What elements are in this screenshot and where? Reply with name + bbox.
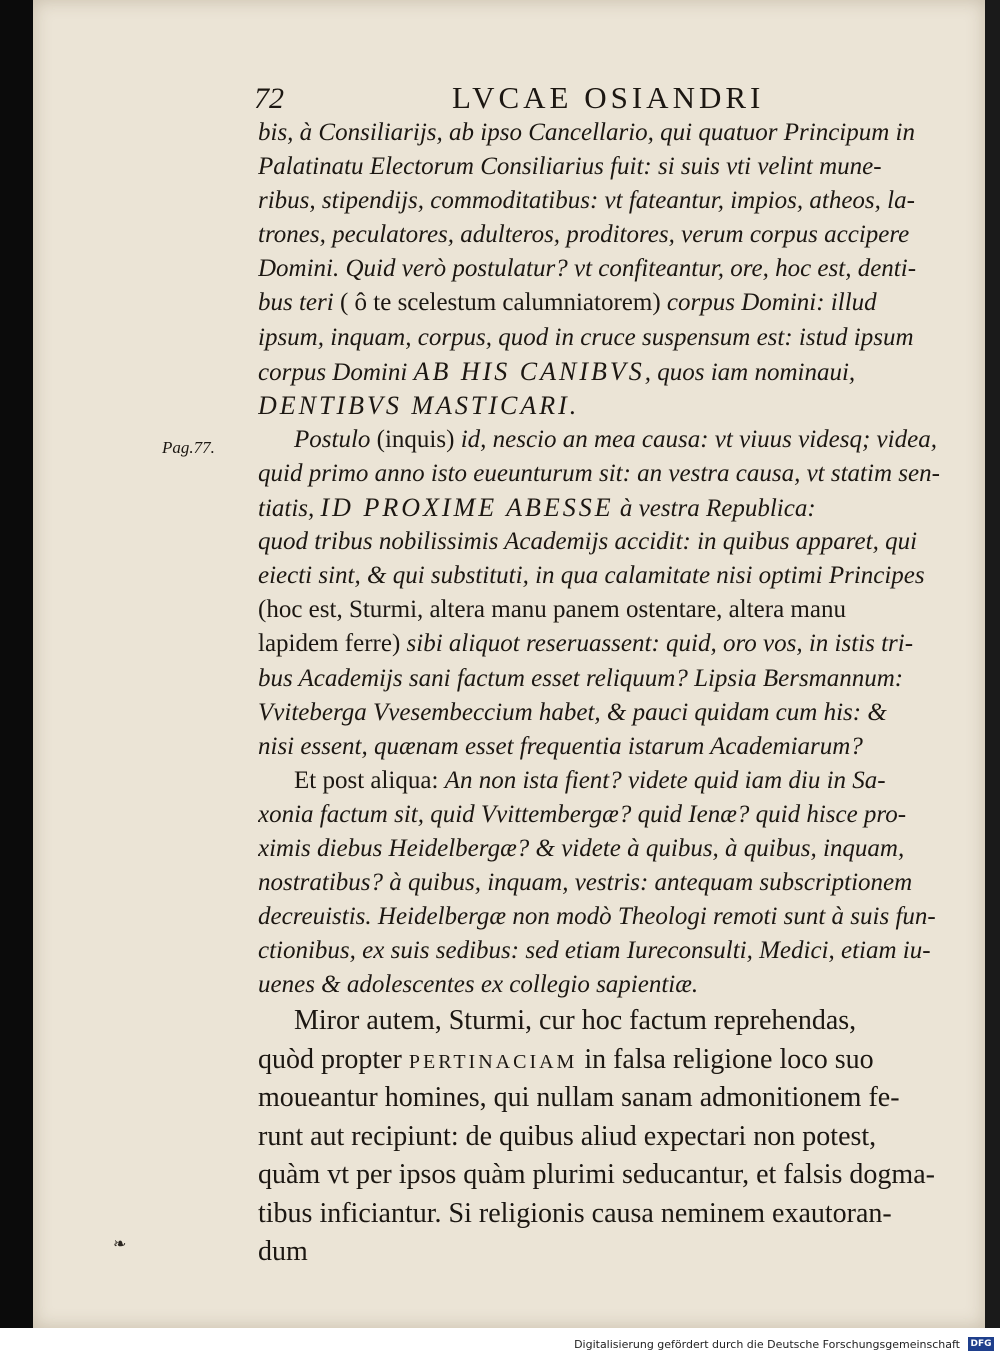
text-segment: in falsa religione loco suo [577,1043,874,1075]
text-line [258,1195,964,1234]
text-segment: Postulo [294,425,377,453]
text-segment: ID PROXIME ABESSE [320,493,614,523]
text-segment: nisi essent, quænam esset frequentia istarum Academiarum? [258,732,863,760]
text-line [258,116,964,150]
text-segment: , qui quatuor Principum in [647,119,915,146]
text-segment: ximis diebus Heidelbergæ? & videte à quibus, à quibus, inquam, [258,834,905,862]
text-segment: dum [258,1236,308,1268]
text-segment: (inquis) [376,425,455,453]
text-segment: id, nescio an mea causa: vt viuus videsq; videa, [454,425,937,453]
text-segment: corpus Domini [258,358,414,386]
text-line [258,593,964,627]
text-segment: nostratibus? à quibus, inquam, vestris: antequam subscriptionem [258,869,913,897]
margin-note: Pag.77. [162,438,215,457]
page-edge [985,0,1000,1328]
text-line [258,798,964,832]
text-segment: Cancellario [528,119,648,146]
text-segment: Palatinatu Electorum Consiliarius fuit: si suis vti velint mune- [258,153,882,181]
text-line [258,934,964,968]
text-segment: An non ista fient? videte quid iam diu in Sa- [444,766,886,794]
text-line [258,286,964,320]
text-segment: corpus Domini: illud [660,289,877,317]
text-segment: lapidem ferre) [258,630,401,658]
footer-bar [0,1328,1000,1357]
text-segment: quod tribus nobilissimis Academijs accidit: in quibus apparet, qui [258,528,918,556]
running-title: LVCAE OSIANDRI [452,80,765,115]
text-segment: à vestra Republica: [613,495,816,523]
text-segment: bus teri [258,289,340,317]
text-line [258,150,964,184]
text-segment: (hoc est, Sturmi, altera manu panem ostentare, altera manu [258,596,846,624]
text-line [258,559,964,593]
text-segment: decreuistis. Heidelbergæ non modò Theologi remoti sunt à suis fun- [258,903,936,931]
text-line [258,1118,964,1157]
text-line [258,1233,964,1272]
text-segment: DENTIBVS MASTICARI. [258,390,580,420]
text-segment: Miror autem, Sturmi, cur hoc factum reprehendas, [294,1005,857,1037]
text-line [258,730,964,764]
text-line [258,184,964,218]
text-segment: quid primo anno isto eueunturum sit: an vestra causa, vt statim sen- [258,459,940,487]
text-line [258,1002,964,1041]
text-segment: ( ô te scelestum calumniatorem) [339,289,661,317]
dfg-logo: DFG [968,1337,994,1351]
text-segment: Domini. Quid verò postulatur? vt confiteantur, ore, hoc est, denti- [258,255,917,283]
text-segment: bus Academijs sani factum esset reliquum? Lipsia Bersmannum: [258,664,904,692]
text-segment: eiecti sint, & qui substituti, in qua calamitate nisi optimi Principes [258,562,925,590]
text-line [258,1041,964,1080]
text-segment: ribus, stipendijs, commoditatibus: vt fateantur, impios, atheos, la- [258,187,915,215]
text-segment: runt aut recipiunt: de quibus aliud expectari non potest, [258,1120,877,1152]
text-segment: sibi aliquot reseruassent: quid, oro vos, in istis tri- [400,630,914,658]
text-segment: Et post aliqua: [294,766,445,794]
text-segment: AB HIS CANIBVS [413,356,645,386]
text-line [258,491,964,525]
text-segment: trones, peculatores, adulteros, proditores, verum corpus accipere [258,221,910,249]
ornament-icon: ❧ [113,1234,127,1253]
text-line [258,321,964,355]
text-line [258,525,964,559]
footer-credit: Digitalisierung gefördert durch die Deutsche Forschungsgemeinschaft [574,1338,960,1351]
text-line [258,900,964,934]
text-segment: , quos iam nominaui, [644,358,856,386]
text-line [258,662,964,696]
text-segment: moueantur homines, qui nullam sanam admonitionem fe- [258,1082,900,1114]
text-segment: PERTINACIAM [408,1050,578,1073]
text-line [258,866,964,900]
text-segment: quàm vt per ipsos quàm plurimi seducantur, et falsis dogma- [258,1159,935,1191]
text-line [258,1079,964,1118]
text-line [258,423,964,457]
text-segment: ipsum, inquam, corpus, quod in cruce suspensum est: istud ipsum [258,323,914,351]
text-line [258,355,964,389]
text-line [258,218,964,252]
text-segment: quòd propter [258,1043,409,1075]
text-segment: ctionibus, ex suis sedibus: sed etiam Iureconsulti, Medici, etiam iu- [258,937,931,965]
text-segment: tibus inficiantur. Si religionis causa neminem exautoran- [258,1197,892,1229]
text-line [258,764,964,798]
text-segment: tiatis, [258,495,321,523]
page-number: 72 [254,82,284,115]
text-line [258,389,964,423]
text-line [258,696,964,730]
text-line [258,832,964,866]
text-line [258,252,964,286]
body-text [258,116,964,1272]
text-line [258,968,964,1002]
text-segment: uenes & adolescentes ex collegio sapientiæ. [258,971,699,999]
text-segment: bis, à Consiliarijs, ab ipso [258,119,529,146]
text-segment: Vviteberga Vvesembeccium habet, & pauci quidam cum his: & [258,698,887,726]
text-line [258,457,964,491]
text-line [258,627,964,661]
text-segment: xonia factum sit, quid Vvittembergæ? quid Ienæ? quid hisce pro- [258,800,907,828]
text-line [258,1156,964,1195]
